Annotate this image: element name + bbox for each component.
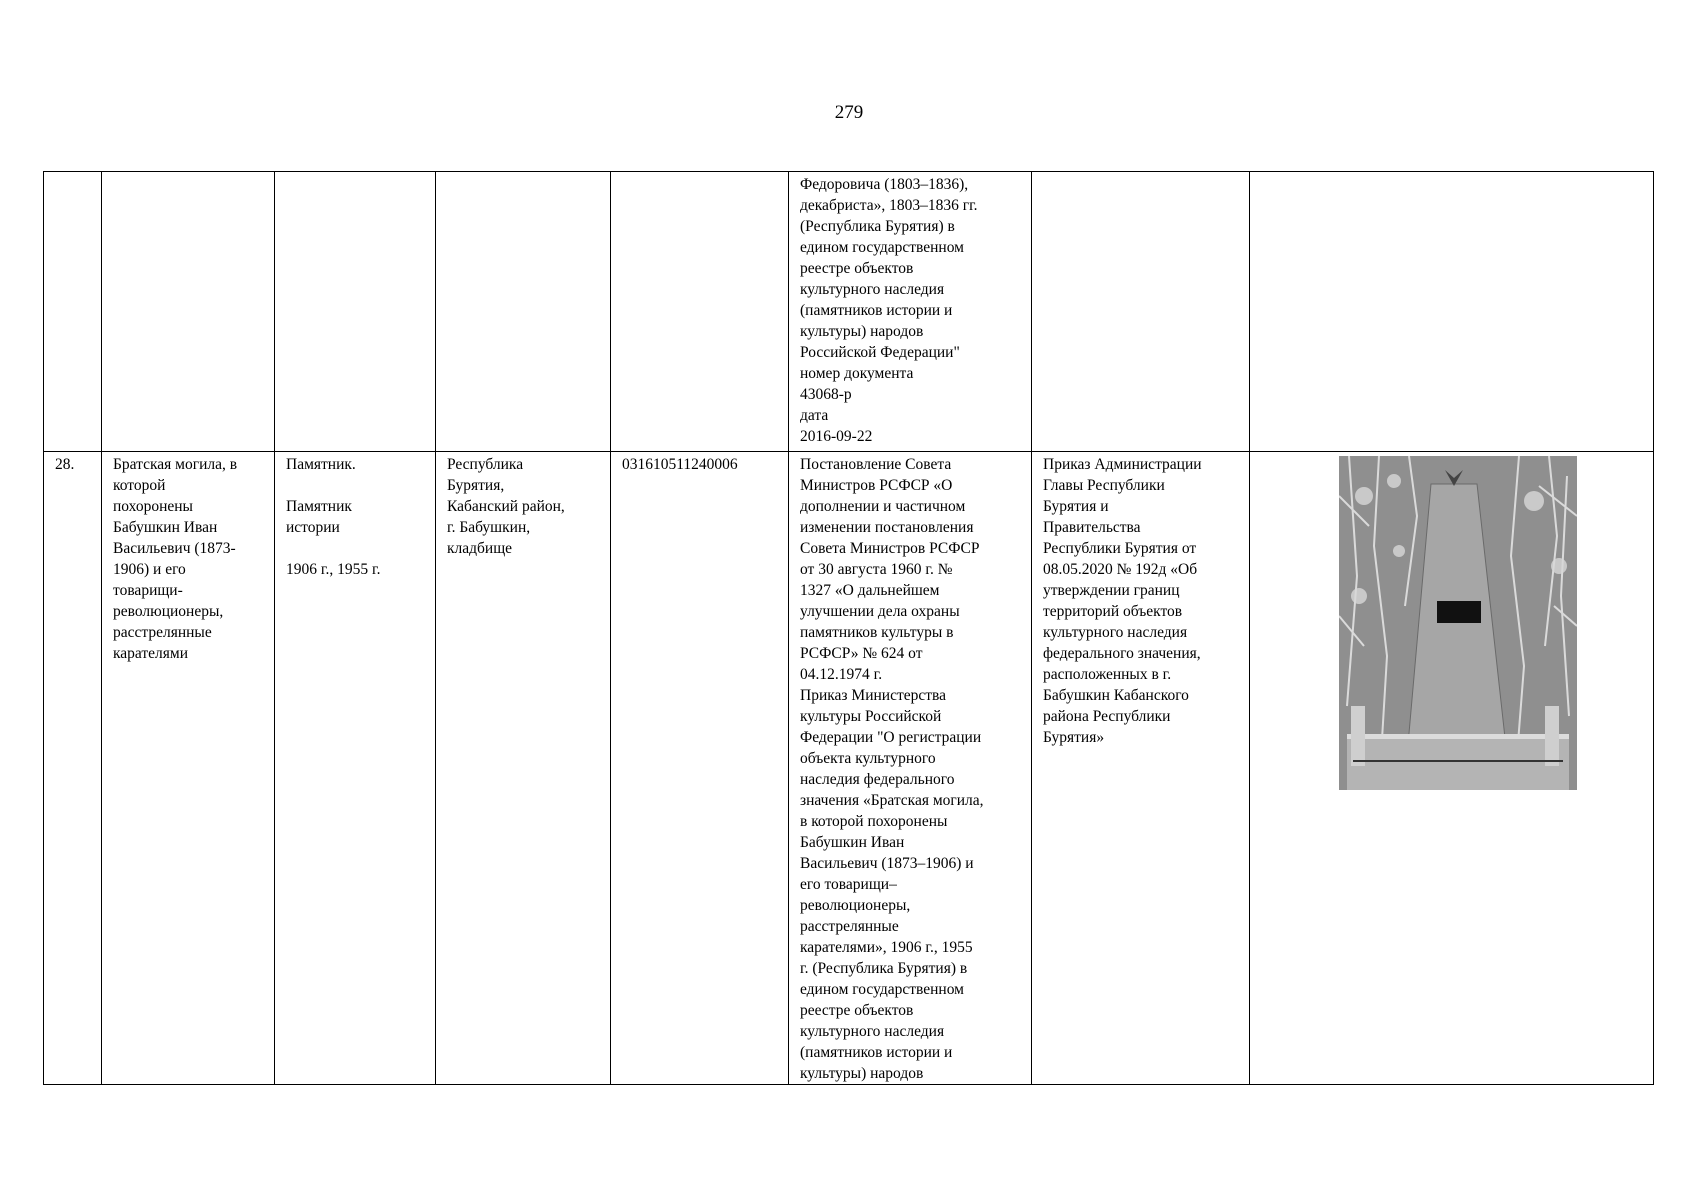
cell-photo [1250,172,1654,452]
table-row [44,452,1654,1085]
cell-location: Республика Бурятия, Кабанский район, г. Бабушкин, кладбище [436,452,611,1085]
cell-object-type: Памятник. Памятник истории 1906 г., 1955 г. [275,452,436,1085]
cell-location [436,172,611,452]
cell-boundaries-document: Приказ Администрации Главы Республики Бурятия и Правительства Республики Бурятия от 08.05.2020 № 192д «Об утверждении границ территорий объектов культурного наследия федерального значения, расположенных в г. Бабушкин Кабанского района Республики Бурятия» [1032,452,1250,1085]
cell-photo [1250,452,1654,1085]
cell-registry-number: 031610511240006 [611,452,789,1085]
cell-registry-number [611,172,789,452]
table-row [44,172,1654,452]
cell-object-name: Братская могила, в которой похоронены Бабушкин Иван Васильевич (1873- 1906) и его товарищи- революционеры, расстрелянные карателями [102,452,275,1085]
cell-protection-document: Федоровича (1803–1836), декабриста», 1803–1836 гг. (Республика Бурятия) в едином государственном реестре объектов культурного наследия (памятников истории и культуры) народов Российской Федерации" номер документа 43068-р дата 2016-09-22 [789,172,1032,452]
cell-boundaries-document [1032,172,1250,452]
heritage-registry-table [43,171,1654,1085]
monument-photo [1339,456,1577,790]
page-number: 279 [834,102,864,123]
cell-number [44,172,102,452]
cell-object-type [275,172,436,452]
cell-protection-document: Постановление Совета Министров РСФСР «О дополнении и частичном изменении постановления Совета Министров РСФСР от 30 августа 1960 г. № 1327 «О дальнейшем улучшении дела охраны памятников культуры в РСФСР» № 624 от 04.12.1974 г. Приказ Министерства культуры Российской Федерации "О регистрации объекта культурного наследия федерального значения «Братская могила, в которой похоронены Бабушкин Иван Васильевич (1873–1906) и его товарищи– революционеры, расстрелянные карателями», 1906 г., 1955 г. (Республика Бурятия) в едином государственном реестре объектов культурного наследия (памятников истории и культуры) народов [789,452,1032,1085]
cell-number: 28. [44,452,102,1085]
cell-object-name [102,172,275,452]
